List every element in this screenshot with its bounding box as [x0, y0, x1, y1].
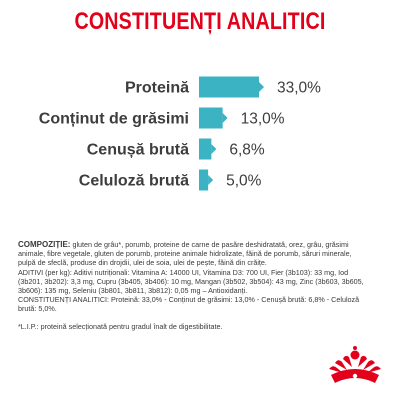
bar-arrow-tip [211, 144, 216, 154]
category-label: Proteină [124, 79, 189, 97]
royal-canin-crown-logo-icon [325, 345, 385, 387]
bar-arrow-tip [208, 175, 213, 185]
value-label: 33,0% [277, 79, 321, 97]
value-label: 6,8% [229, 141, 265, 159]
bar-arrow-tip [223, 113, 228, 123]
bar [199, 170, 208, 191]
bar [199, 139, 211, 160]
category-label: Cenușă brută [86, 141, 189, 159]
bar-arrow-tip [259, 82, 264, 92]
composition-additives: ADITIVI (per kg): Aditivi nutriționali: Vitamina A: 14000 UI, Vitamina D3: 700 UI, Fier (3b103): 33 mg, Iod (3b201, 3b202): 3,3 mg, Cupru (3b405, 3b406): 10 mg, Mangan (3b502, 3b504): 43 mg, Zinc (3b603, 3b605, 3b606): 135 mg, Seleniu (3b801, 3b811, 3b812): 0,05 mg – Antioxidanți. [18, 267, 364, 296]
nutrient-bar-chart [0, 60, 400, 200]
composition-text [18, 240, 368, 314]
bar [199, 108, 223, 129]
value-label: 13,0% [240, 110, 285, 128]
value-label: 5,0% [226, 172, 262, 190]
page-title: CONSTITUENȚI ANALITICI [74, 8, 326, 35]
category-label: Conținut de grăsimi [38, 110, 189, 128]
composition-ingredients: gluten de grâu*, porumb, proteine de carne de pasăre deshidratată, orez, grâu, grăsimi animale, fibre vegetale, gluten de porumb, proteine animale hidrolizate, făină de porumb, săruri minerale, pulpă de sfeclă, produse din drojdii, ulei de soia, ulei de pește, făină din crăițe. [18, 240, 352, 268]
footnote: *L.I.P.: proteină selecționată pentru gradul înalt de digestibilitate. [18, 322, 223, 331]
category-label: Celuloză brută [78, 172, 189, 190]
composition-analytic: CONSTITUENȚI ANALITICI: Proteină: 33,0% - Conținut de grăsimi: 13,0% - Cenușă brută: 6,8% - Celuloză brută: 5,0%. [18, 295, 360, 314]
composition-heading: COMPOZIȚIE: [18, 240, 71, 249]
bar [199, 77, 259, 98]
